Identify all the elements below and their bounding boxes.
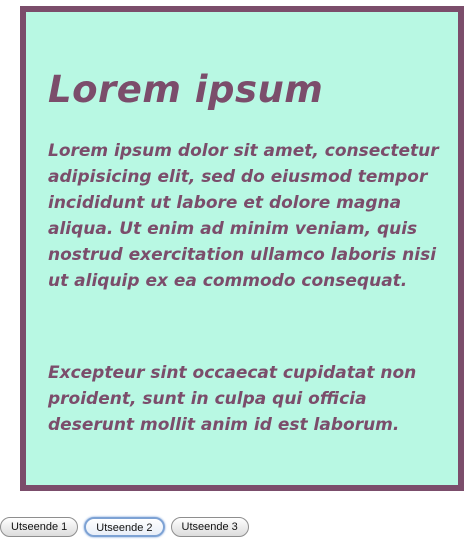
appearance-toolbar <box>0 516 249 538</box>
card-heading: Lorem ipsum <box>48 68 324 111</box>
appearance-2-button[interactable]: Utseende 2 <box>84 517 164 537</box>
card-paragraph: Excepteur sint occaecat cupidatat non proident, sunt in culpa qui officia deserunt mollit anim id est laborum. <box>48 363 417 435</box>
appearance-1-button[interactable]: Utseende 1 <box>0 517 78 537</box>
appearance-3-button[interactable]: Utseende 3 <box>171 517 249 537</box>
content-card <box>20 6 464 491</box>
card-paragraph: Lorem ipsum dolor sit amet, consectetur adipisicing elit, sed do eiusmod tempor incididunt ut labore et dolore magna aliqua. Ut enim ad minim veniam, quis nostrud exercitation ullamco laboris nisi ut aliquip ex ea commodo consequat. <box>48 141 439 291</box>
